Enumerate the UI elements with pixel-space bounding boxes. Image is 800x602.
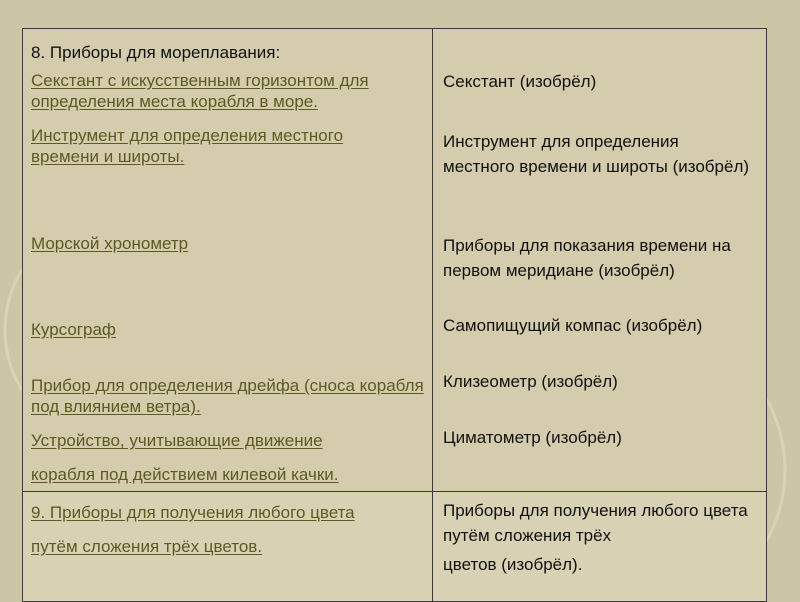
section-header-navigation: 8. Приборы для мореплавания:: [31, 43, 281, 62]
color-devices-link-1[interactable]: 9. Приборы для получения любого цвета: [31, 503, 355, 522]
inventions-cell: [433, 29, 767, 492]
table-row: [23, 29, 767, 492]
inventions-table: [22, 28, 767, 602]
table-row: [23, 492, 767, 602]
color-devices-cell: [23, 492, 433, 602]
time-latitude-instrument-link[interactable]: Инструмент для определения местного времени и широты.: [31, 126, 344, 166]
color-invention-text-2: цветов (изобрёл).: [443, 555, 583, 574]
drift-instrument-link[interactable]: Прибор для определения дрейфа (сноса корабля под влиянием ветра).: [31, 376, 424, 416]
marine-chronometer-link[interactable]: Морской хронометр: [31, 234, 189, 253]
invention-sextant: Секстант (изобрёл): [443, 72, 597, 91]
sextant-link[interactable]: Секстант с искусственным горизонтом для определения места корабля в море.: [31, 71, 369, 111]
pitching-device-link-2[interactable]: корабля под действием килевой качки.: [31, 465, 339, 484]
color-devices-link-2[interactable]: путём сложения трёх цветов.: [31, 537, 263, 556]
invention-clinometer: Клизеометр (изобрёл): [443, 372, 618, 391]
navigation-instruments-cell: [23, 29, 433, 492]
color-invention-text-1: Приборы для получения любого цвета путём сложения трёх: [443, 501, 748, 545]
invention-cymatometer: Циматометр (изобрёл): [443, 428, 622, 447]
invention-compass: Самопищущий компас (изобрёл): [443, 316, 703, 335]
invention-time-latitude: Инструмент для определения местного времени и широты (изобрёл): [443, 132, 750, 176]
pitching-device-link-1[interactable]: Устройство, учитывающие движение: [31, 431, 323, 450]
color-invention-cell: [433, 492, 767, 602]
invention-meridian-time: Приборы для показания времени на первом меридиане (изобрёл): [443, 236, 731, 280]
course-recorder-link[interactable]: Курсограф: [31, 320, 116, 339]
